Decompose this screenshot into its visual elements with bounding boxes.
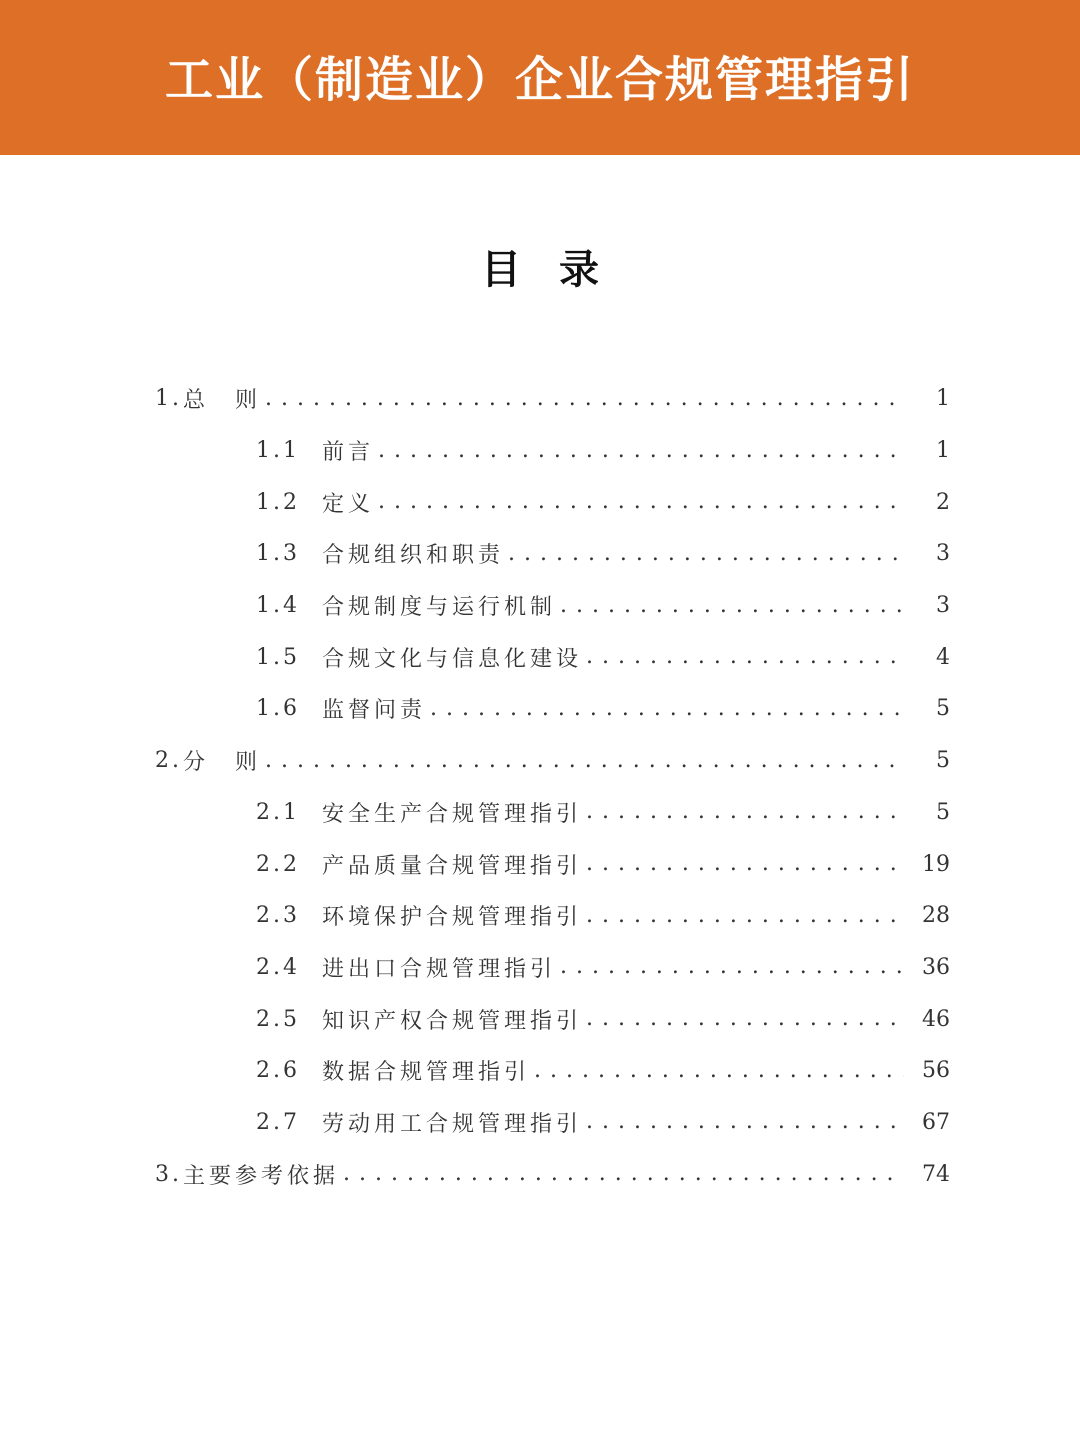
toc-entry-title: 总 则 xyxy=(183,388,262,414)
toc-entry-title: 环境保护合规管理指引 xyxy=(322,905,583,931)
toc-entry-number: 1.6 xyxy=(256,696,300,722)
toc-entry-page-number: 1 xyxy=(936,386,950,412)
toc-entry-title: 前言 xyxy=(322,440,375,466)
document-title: 工业（制造业）企业合规管理指引 xyxy=(164,52,915,108)
toc-entry-page-number: 74 xyxy=(922,1161,950,1187)
toc-entry-number: 1.1 xyxy=(256,438,300,464)
toc-entry[interactable] xyxy=(0,425,1080,477)
toc-dot-leader xyxy=(586,644,904,670)
toc-entry-title: 主要参考依据 xyxy=(183,1163,340,1189)
toc-entry-page-number: 3 xyxy=(936,541,950,567)
toc-heading: 目录 xyxy=(481,247,637,293)
toc-entry-page-number: 5 xyxy=(936,799,950,825)
toc-entry[interactable] xyxy=(0,735,1080,787)
toc-entry-number: 2.6 xyxy=(256,1058,300,1084)
toc-dot-leader xyxy=(265,748,904,774)
toc-entry[interactable] xyxy=(0,580,1080,632)
toc-entry[interactable] xyxy=(0,942,1080,994)
toc-entry[interactable] xyxy=(0,1045,1080,1097)
toc-entry-page-number: 67 xyxy=(922,1109,950,1135)
toc-entry-number: 1.5 xyxy=(256,644,300,670)
toc-entry-page-number: 36 xyxy=(922,954,950,980)
toc-entry-title: 数据合规管理指引 xyxy=(322,1060,531,1086)
toc-entry-page-number: 5 xyxy=(936,696,950,722)
toc-dot-leader xyxy=(586,799,904,825)
toc-entry-page-number: 28 xyxy=(922,903,950,929)
toc-entry[interactable] xyxy=(0,683,1080,735)
toc-entry-title: 定义 xyxy=(322,491,375,517)
toc-entry-title: 合规文化与信息化建设 xyxy=(322,646,583,672)
table-of-contents xyxy=(0,373,1080,1200)
toc-entry[interactable] xyxy=(0,476,1080,528)
toc-dot-leader xyxy=(265,386,904,412)
toc-dot-leader xyxy=(560,954,904,980)
toc-entry-title: 安全生产合规管理指引 xyxy=(322,801,583,827)
toc-dot-leader xyxy=(586,1006,904,1032)
toc-dot-leader xyxy=(586,851,904,877)
toc-entry-number: 2.4 xyxy=(256,954,300,980)
toc-entry-page-number: 19 xyxy=(922,851,950,877)
toc-entry-number: 2.2 xyxy=(256,851,300,877)
toc-entry-number: 1.3 xyxy=(256,541,300,567)
toc-entry[interactable] xyxy=(0,528,1080,580)
toc-dot-leader xyxy=(586,903,904,929)
toc-dot-leader xyxy=(378,489,904,515)
toc-dot-leader xyxy=(586,1109,904,1135)
toc-entry-number: 2.1 xyxy=(256,799,300,825)
toc-entry-number: 1.2 xyxy=(256,489,300,515)
toc-entry-title: 劳动用工合规管理指引 xyxy=(322,1111,583,1137)
toc-dot-leader xyxy=(508,541,904,567)
toc-entry[interactable] xyxy=(0,1097,1080,1149)
toc-entry-number: 2.5 xyxy=(256,1006,300,1032)
toc-entry-page-number: 2 xyxy=(936,489,950,515)
toc-entry[interactable] xyxy=(0,787,1080,839)
toc-dot-leader xyxy=(534,1058,904,1084)
toc-entry-page-number: 56 xyxy=(922,1058,950,1084)
toc-entry-number: 2. xyxy=(155,748,182,774)
toc-entry-title: 分 则 xyxy=(183,750,262,776)
toc-entry-title: 合规制度与运行机制 xyxy=(322,595,557,621)
toc-entry-title: 知识产权合规管理指引 xyxy=(322,1008,583,1034)
toc-entry-number: 2.3 xyxy=(256,903,300,929)
toc-entry-title: 合规组织和职责 xyxy=(322,543,505,569)
toc-entry-page-number: 4 xyxy=(936,644,950,670)
toc-entry-title: 产品质量合规管理指引 xyxy=(322,853,583,879)
toc-entry-title: 进出口合规管理指引 xyxy=(322,956,557,982)
toc-entry-number: 1.4 xyxy=(256,593,300,619)
toc-dot-leader xyxy=(378,438,904,464)
toc-dot-leader xyxy=(343,1161,904,1187)
toc-dot-leader xyxy=(560,593,904,619)
toc-entry-number: 3. xyxy=(155,1161,182,1187)
toc-entry-title: 监督问责 xyxy=(322,698,427,724)
toc-entry[interactable] xyxy=(0,373,1080,425)
toc-entry[interactable] xyxy=(0,631,1080,683)
toc-dot-leader xyxy=(430,696,904,722)
toc-entry[interactable] xyxy=(0,1148,1080,1200)
toc-entry-page-number: 46 xyxy=(922,1006,950,1032)
toc-entry-number: 1. xyxy=(155,386,182,412)
toc-entry-page-number: 5 xyxy=(936,748,950,774)
header-banner xyxy=(0,0,1080,155)
toc-entry-page-number: 1 xyxy=(936,438,950,464)
toc-entry[interactable] xyxy=(0,838,1080,890)
toc-entry[interactable] xyxy=(0,993,1080,1045)
toc-entry-number: 2.7 xyxy=(256,1109,300,1135)
toc-entry-page-number: 3 xyxy=(936,593,950,619)
toc-entry[interactable] xyxy=(0,890,1080,942)
